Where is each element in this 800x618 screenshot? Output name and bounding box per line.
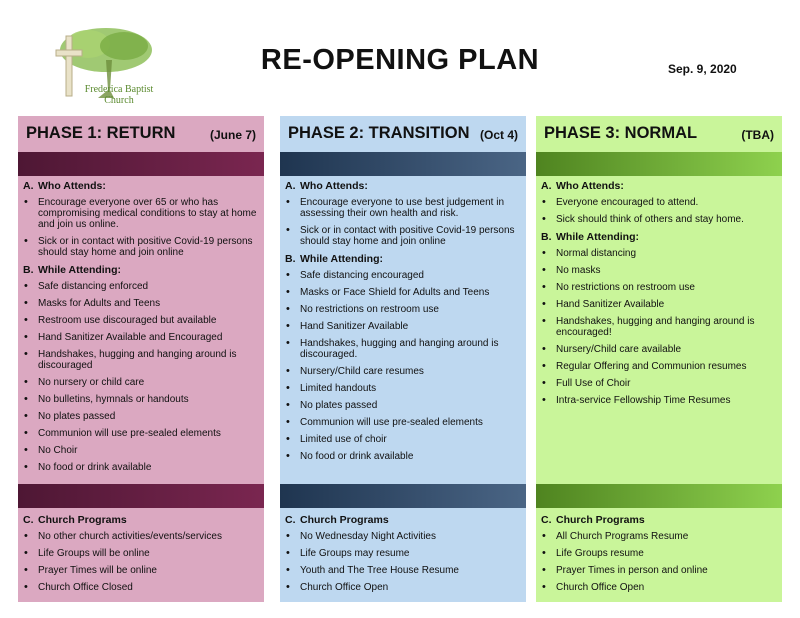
section-who-attends bbox=[18, 180, 264, 193]
section-church-programs bbox=[18, 514, 264, 527]
list-item: • Communion will use pre-sealed elements bbox=[18, 428, 264, 439]
list-item: • Sick should think of others and stay home. bbox=[536, 214, 782, 225]
list-item: • Limited handouts bbox=[280, 383, 526, 394]
list-item: • Hand Sanitizer Available and Encouraged bbox=[18, 332, 264, 343]
phase-1-rules bbox=[18, 180, 264, 479]
list-item: • Nursery/Child care resumes bbox=[280, 366, 526, 377]
phase-1-programs bbox=[18, 514, 264, 599]
section-label: While Attending: bbox=[300, 253, 384, 265]
list-item: • Communion will use pre-sealed elements bbox=[280, 417, 526, 428]
section-church-programs bbox=[280, 514, 526, 527]
section-while-attending bbox=[280, 253, 526, 266]
phase-2-date: (Oct 4) bbox=[479, 128, 518, 142]
phase-2-column bbox=[280, 116, 526, 602]
list-item: • Restroom use discouraged but available bbox=[18, 315, 264, 326]
phase-3-column bbox=[536, 116, 782, 602]
section-label: Who Attends: bbox=[300, 180, 368, 192]
phase-2-band-top bbox=[280, 152, 526, 176]
list-item: • Church Office Open bbox=[536, 582, 782, 593]
section-church-programs bbox=[536, 514, 782, 527]
phase-3-band-top bbox=[536, 152, 782, 176]
list-item: • Encourage everyone to use best judgement in assessing their own health and risk. bbox=[280, 197, 526, 219]
list-item: • Sick or in contact with positive Covid-19 persons should stay home and join online bbox=[280, 225, 526, 247]
list-item: • Everyone encouraged to attend. bbox=[536, 197, 782, 208]
list-item: • No restrictions on restroom use bbox=[536, 282, 782, 293]
list-item: • No nursery or child care bbox=[18, 377, 264, 388]
list-item: • No other church activities/events/services bbox=[18, 531, 264, 542]
section-letter: C. bbox=[541, 514, 552, 526]
phase-3-title: PHASE 3: NORMAL bbox=[544, 124, 698, 142]
phase-2-rules bbox=[280, 180, 526, 468]
section-letter: B. bbox=[23, 264, 34, 276]
list-item: • No Choir bbox=[18, 445, 264, 456]
section-label: Church Programs bbox=[556, 514, 645, 526]
list-item: • Limited use of choir bbox=[280, 434, 526, 445]
section-label: While Attending: bbox=[556, 231, 640, 243]
list-item: • Hand Sanitizer Available bbox=[280, 321, 526, 332]
list-item: • Church Office Closed bbox=[18, 582, 264, 593]
list-item: • Prayer Times in person and online bbox=[536, 565, 782, 576]
list-item: • No bulletins, hymnals or handouts bbox=[18, 394, 264, 405]
section-letter: A. bbox=[285, 180, 296, 192]
list-item: • Youth and The Tree House Resume bbox=[280, 565, 526, 576]
section-letter: C. bbox=[23, 514, 34, 526]
section-label: Who Attends: bbox=[556, 180, 624, 192]
list-item: • Handshakes, hugging and hanging around is encouraged! bbox=[536, 316, 782, 338]
phase-3-date: (TBA) bbox=[741, 128, 774, 142]
phase-2-programs bbox=[280, 514, 526, 599]
section-letter: B. bbox=[285, 253, 296, 265]
phase-3-band-bottom bbox=[536, 484, 782, 508]
church-name bbox=[74, 84, 164, 106]
list-item: • Hand Sanitizer Available bbox=[536, 299, 782, 310]
phase-2-band-bottom bbox=[280, 484, 526, 508]
church-name-line2: Church bbox=[104, 95, 134, 106]
list-item: • Life Groups may resume bbox=[280, 548, 526, 559]
list-item: • Sick or in contact with positive Covid-19 persons should stay home and join online bbox=[18, 236, 264, 258]
list-item: • Encourage everyone over 65 or who has compromising medical conditions to stay at home and join us online. bbox=[18, 197, 264, 230]
section-label: While Attending: bbox=[38, 264, 122, 276]
list-item: • Handshakes, hugging and hanging around is discouraged. bbox=[280, 338, 526, 360]
section-who-attends bbox=[536, 180, 782, 193]
plan-date: Sep. 9, 2020 bbox=[668, 62, 737, 76]
phase-1-header bbox=[18, 116, 264, 152]
phase-1-column bbox=[18, 116, 264, 602]
section-letter: B. bbox=[541, 231, 552, 243]
phase-1-date: (June 7) bbox=[209, 128, 256, 142]
list-item: • Masks for Adults and Teens bbox=[18, 298, 264, 309]
list-item: • Safe distancing enforced bbox=[18, 281, 264, 292]
section-letter: A. bbox=[23, 180, 34, 192]
phase-1-band-bottom bbox=[18, 484, 264, 508]
page-title: RE-OPENING PLAN bbox=[260, 44, 540, 76]
church-name-line1: Frederica Baptist bbox=[84, 84, 154, 95]
phase-2-title: PHASE 2: TRANSITION bbox=[288, 124, 470, 142]
list-item: • Safe distancing encouraged bbox=[280, 270, 526, 281]
section-while-attending bbox=[18, 264, 264, 277]
section-letter: A. bbox=[541, 180, 552, 192]
list-item: • No masks bbox=[536, 265, 782, 276]
list-item: • No restrictions on restroom use bbox=[280, 304, 526, 315]
list-item: • Normal distancing bbox=[536, 248, 782, 259]
list-item: • Life Groups will be online bbox=[18, 548, 264, 559]
list-item: • No food or drink available bbox=[280, 451, 526, 462]
section-while-attending bbox=[536, 231, 782, 244]
list-item: • No Wednesday Night Activities bbox=[280, 531, 526, 542]
list-item: • Masks or Face Shield for Adults and Teens bbox=[280, 287, 526, 298]
section-label: Church Programs bbox=[38, 514, 127, 526]
phase-3-programs bbox=[536, 514, 782, 599]
phase-1-title: PHASE 1: RETURN bbox=[26, 124, 176, 142]
phase-3-header bbox=[536, 116, 782, 152]
section-who-attends bbox=[280, 180, 526, 193]
list-item: • Church Office Open bbox=[280, 582, 526, 593]
section-label: Who Attends: bbox=[38, 180, 106, 192]
list-item: • Full Use of Choir bbox=[536, 378, 782, 389]
list-item: • Handshakes, hugging and hanging around is discouraged bbox=[18, 349, 264, 371]
list-item: • No plates passed bbox=[18, 411, 264, 422]
phase-2-header bbox=[280, 116, 526, 152]
list-item: • Prayer Times will be online bbox=[18, 565, 264, 576]
list-item: • All Church Programs Resume bbox=[536, 531, 782, 542]
section-label: Church Programs bbox=[300, 514, 389, 526]
list-item: • Intra-service Fellowship Time Resumes bbox=[536, 395, 782, 406]
list-item: • Regular Offering and Communion resumes bbox=[536, 361, 782, 372]
section-letter: C. bbox=[285, 514, 296, 526]
list-item: • Nursery/Child care available bbox=[536, 344, 782, 355]
list-item: • Life Groups resume bbox=[536, 548, 782, 559]
phase-1-band-top bbox=[18, 152, 264, 176]
list-item: • No plates passed bbox=[280, 400, 526, 411]
phase-3-rules bbox=[536, 180, 782, 412]
list-item: • No food or drink available bbox=[18, 462, 264, 473]
